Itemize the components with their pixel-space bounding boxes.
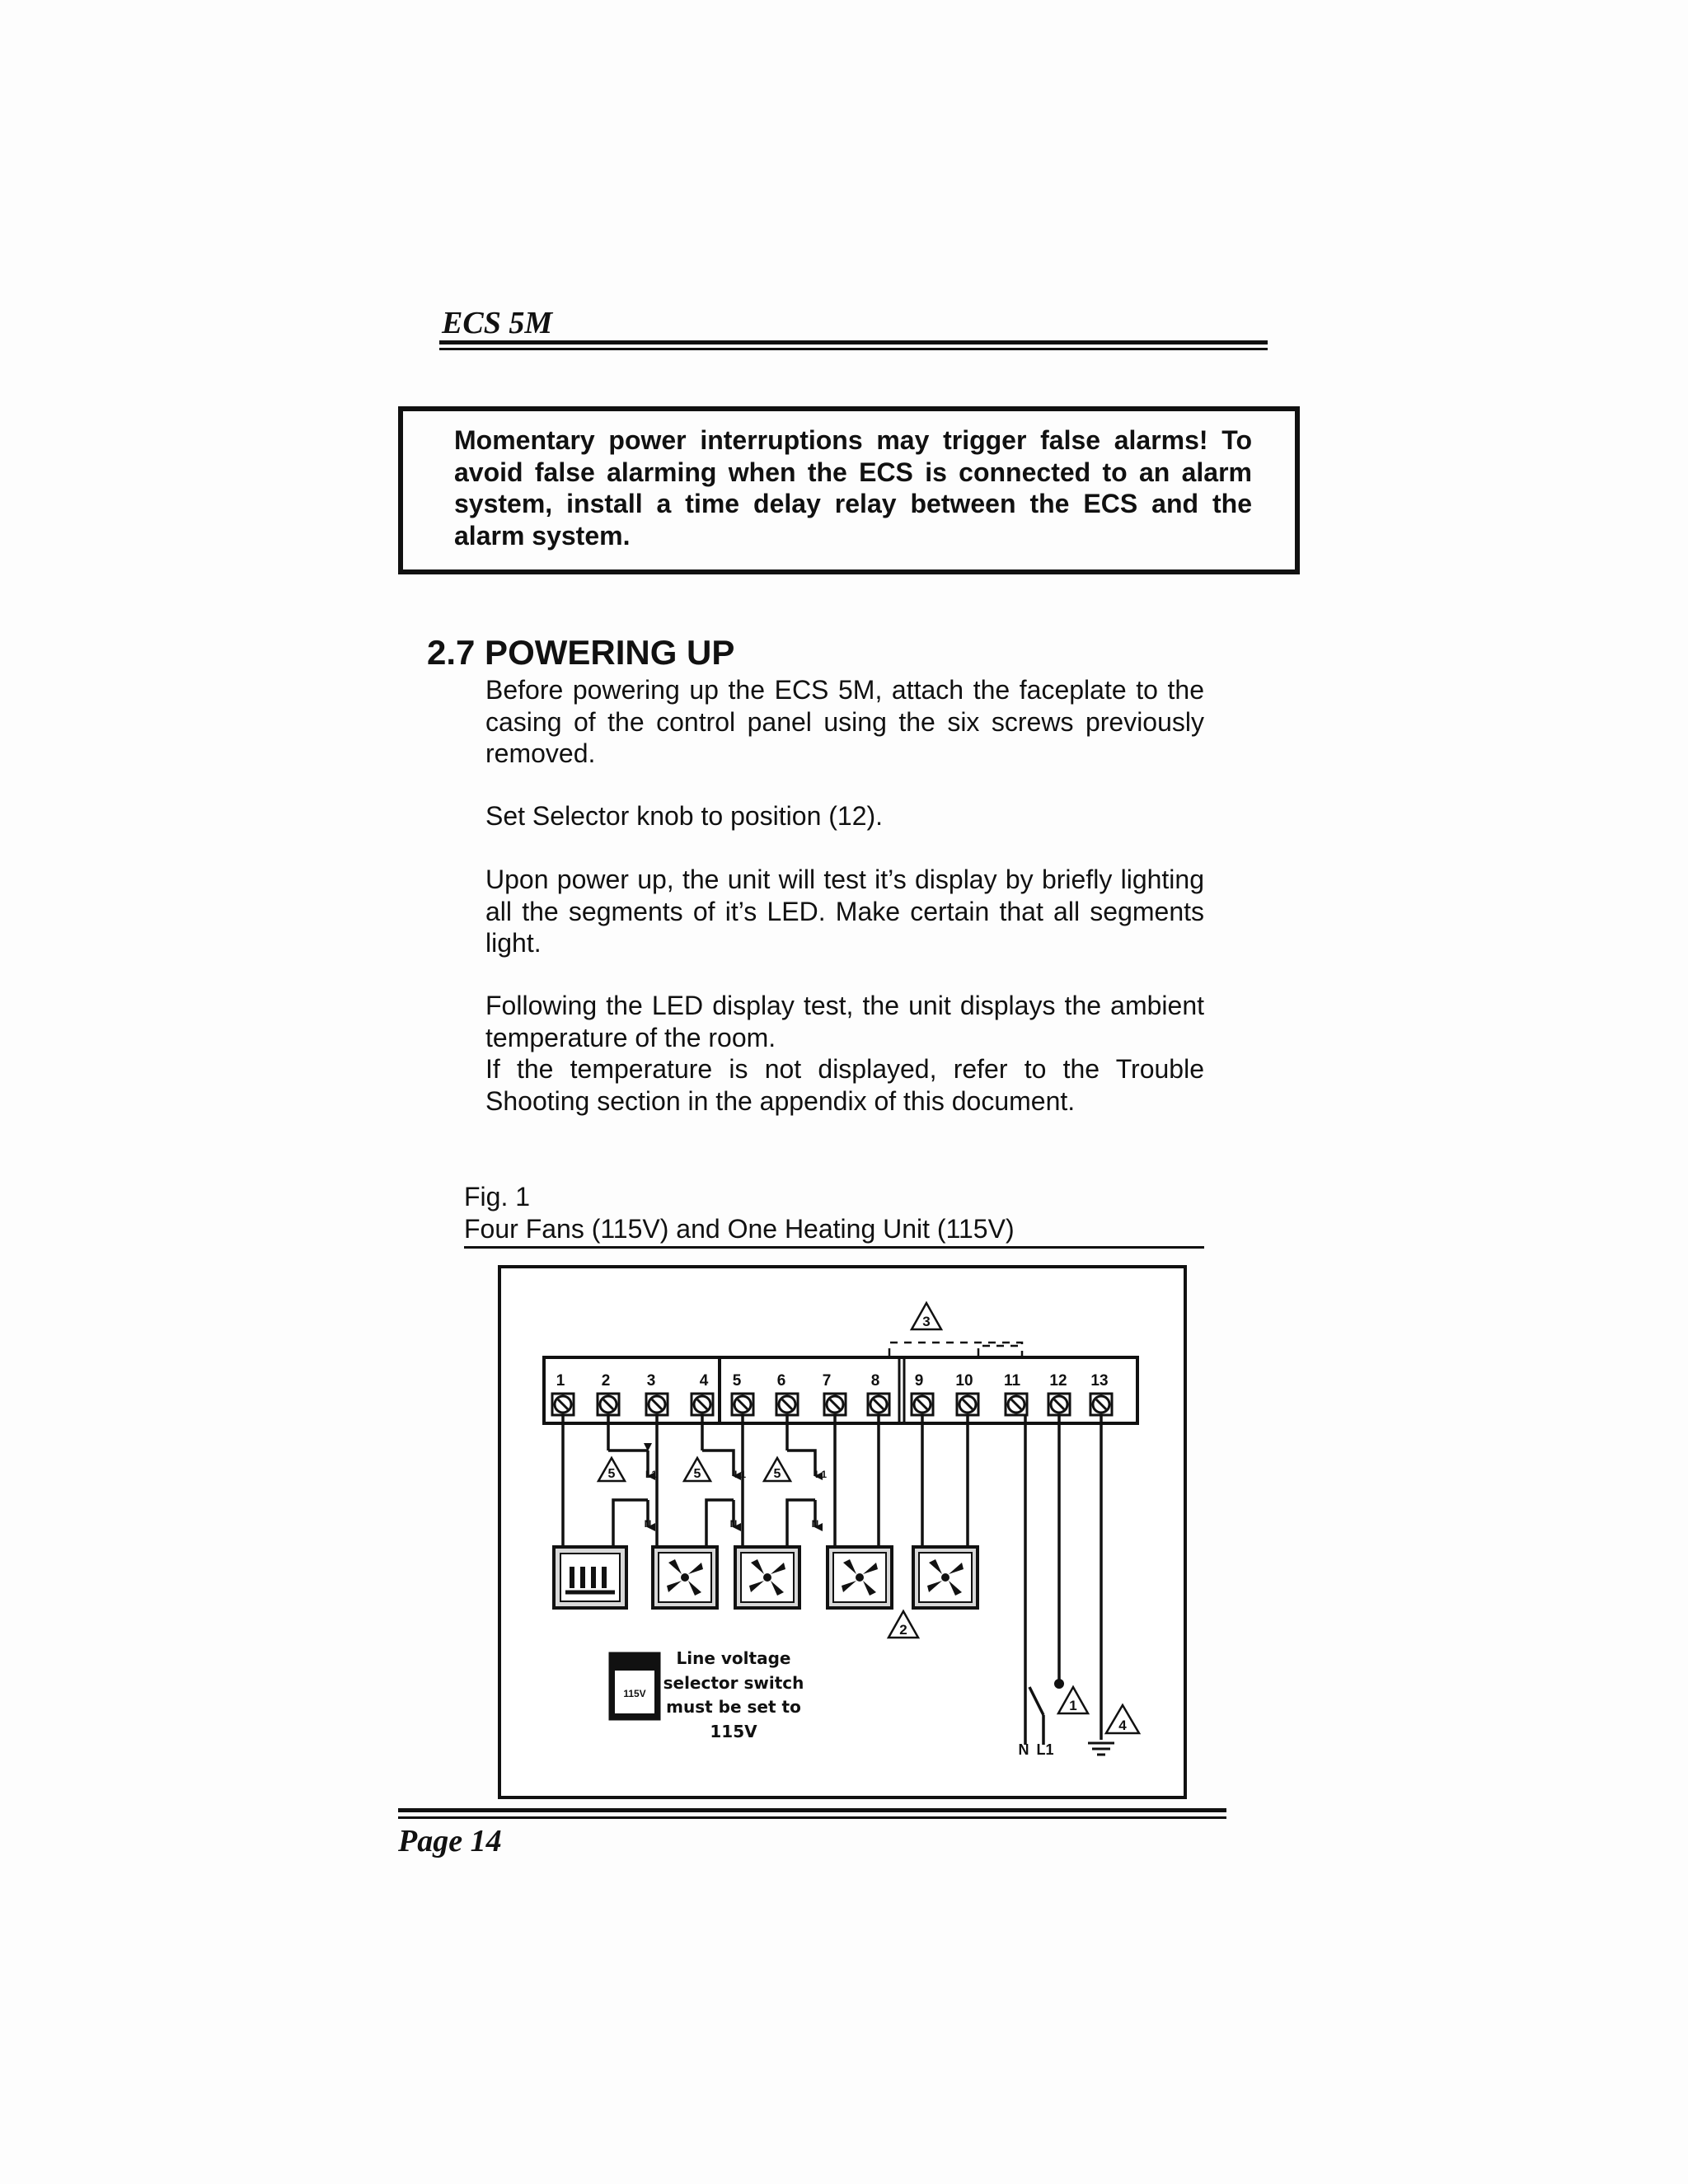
warning-mark-number: 5 [773, 1467, 781, 1481]
paragraph: Upon power up, the unit will test it’s display by briefly lighting all the segments of it’s LED. Make certain that all segments light. [485, 865, 1204, 958]
figure-frame [499, 1267, 1185, 1797]
selector-note-line: must be set to [666, 1697, 801, 1717]
fan-icon [735, 1547, 799, 1608]
page-header-title: ECS 5M [442, 306, 553, 340]
relay-neutral-label: N [811, 1518, 819, 1530]
terminal-number: 4 [699, 1372, 709, 1390]
paragraph: Set Selector knob to position (12). [485, 801, 884, 831]
warning-mark-number: 4 [1118, 1718, 1127, 1733]
wiring-diagram [498, 1265, 1187, 1799]
warning-mark-number: 5 [693, 1467, 701, 1481]
fan-icon [828, 1547, 892, 1608]
page-number: Page 14 [398, 1824, 502, 1858]
warning-mark-number: 3 [922, 1314, 931, 1329]
fan-icon [913, 1547, 978, 1608]
terminal-number: 8 [870, 1372, 880, 1390]
warning-mark-number: 1 [1069, 1698, 1077, 1713]
warning-box [398, 406, 1300, 574]
paragraph: If the temperature is not displayed, refer to the Trouble Shooting section in the appendix of this document. [485, 1054, 1204, 1116]
relay-line-label: L1 [734, 1469, 747, 1480]
footer-rule-thin [398, 1816, 1226, 1819]
voltage-switch-icon [610, 1653, 659, 1719]
figure-underline [464, 1246, 1204, 1249]
relay-neutral-label: N [644, 1518, 652, 1530]
terminal-number: 6 [776, 1372, 786, 1390]
terminal-number: 11 [1003, 1372, 1021, 1390]
heater-icon [554, 1547, 626, 1608]
header-rule [439, 340, 1268, 344]
terminal-number: 5 [732, 1372, 742, 1390]
fan-icon [653, 1547, 717, 1608]
paragraph: Before powering up the ECS 5M, attach the faceplate to the casing of the control panel using the six screws previously removed. [485, 675, 1204, 768]
selector-note-line: Line voltage [676, 1648, 791, 1668]
paragraph: Following the LED display test, the unit displays the ambient temperature of the room. [485, 991, 1204, 1052]
relay-line-label: L1 [645, 1469, 658, 1480]
warning-text: Momentary power interruptions may trigger false alarms! To avoid false alarming when the ECS is connected to an alarm system, install a time delay relay between the ECS and the alarm system. [454, 425, 1252, 551]
terminal-number: 3 [646, 1372, 656, 1390]
terminal-number: 13 [1090, 1372, 1109, 1390]
line-supply-label: L1 [1036, 1741, 1054, 1758]
selector-note-line: selector switch [663, 1673, 804, 1693]
relay-line-label: L1 [814, 1469, 828, 1480]
terminal-number: 2 [601, 1372, 611, 1390]
terminal-number: 12 [1049, 1372, 1067, 1390]
terminal-number: 1 [556, 1372, 565, 1390]
terminal-number: 9 [914, 1372, 924, 1390]
warning-mark-number: 5 [607, 1467, 616, 1481]
neutral-supply-label: N [1018, 1741, 1029, 1758]
terminal-number: 10 [955, 1372, 973, 1390]
relay-neutral-label: N [729, 1518, 738, 1530]
section-heading: 2.7 POWERING UP [427, 633, 735, 672]
figure-label: Fig. 1 [464, 1182, 531, 1212]
header-rule-thin [439, 348, 1268, 350]
figure-caption: Four Fans (115V) and One Heating Unit (115V) [464, 1214, 1015, 1244]
terminal-number: 7 [822, 1372, 832, 1390]
selector-note-line: 115V [710, 1722, 757, 1741]
selector-switch-value: 115V [623, 1688, 646, 1699]
footer-rule [398, 1808, 1226, 1812]
warning-mark-number: 2 [899, 1622, 907, 1638]
